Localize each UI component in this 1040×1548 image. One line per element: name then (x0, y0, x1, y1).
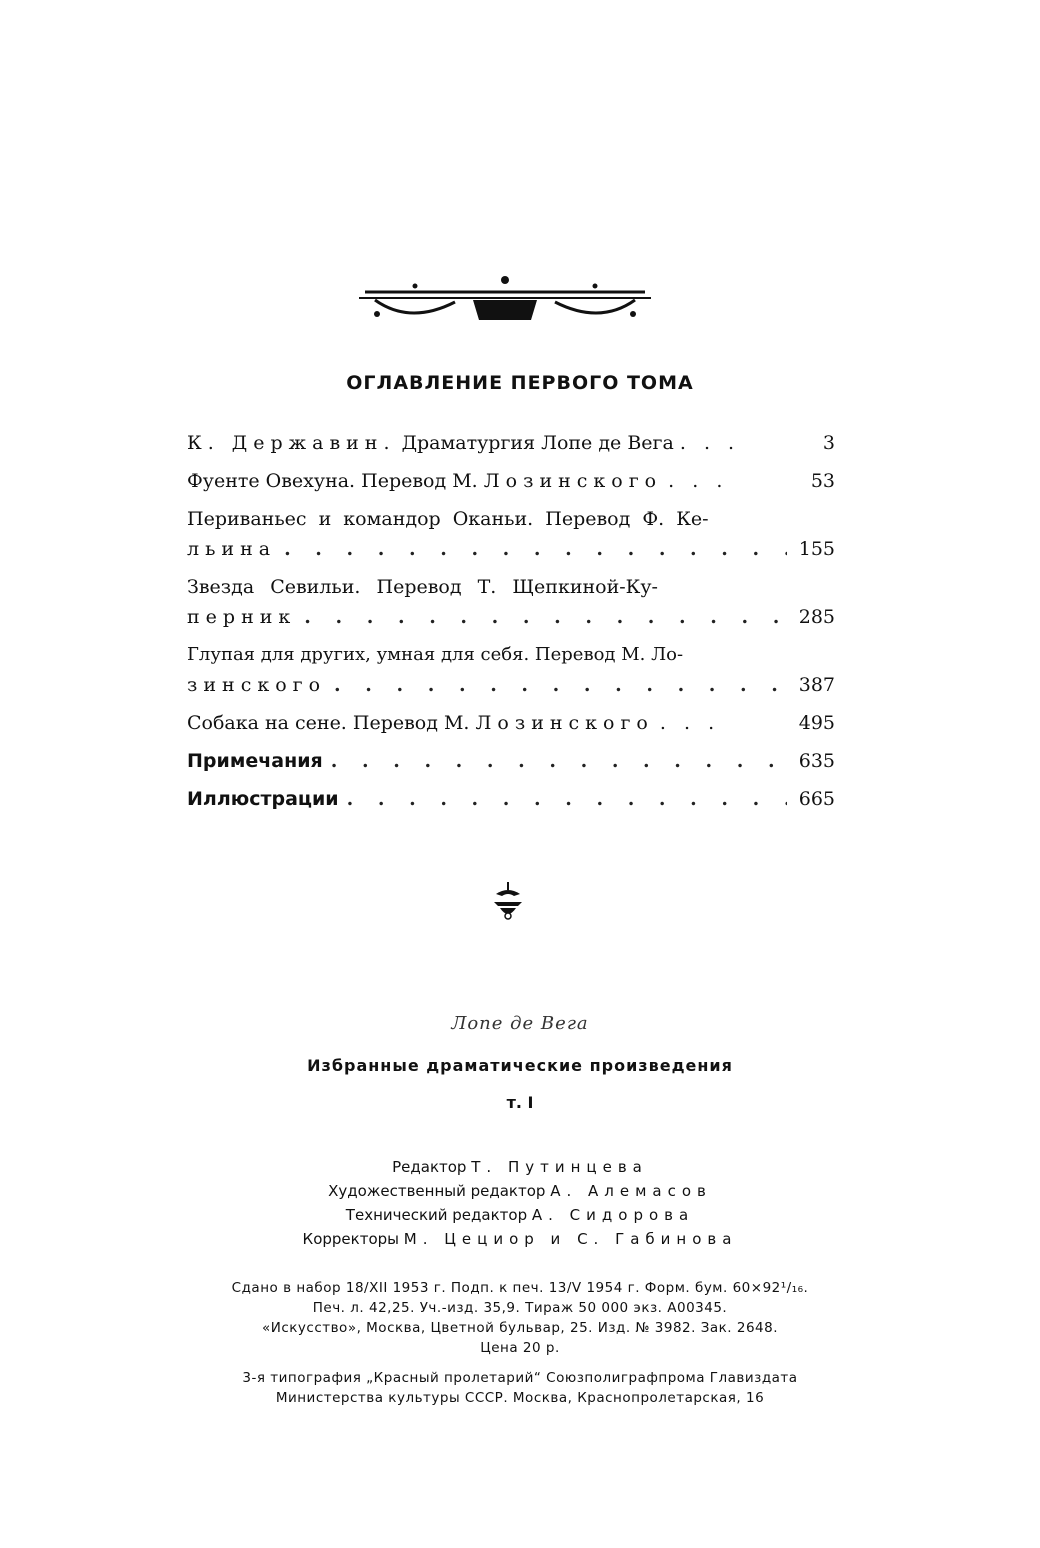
credit-role: Технический редактор (345, 1206, 528, 1224)
credit-line (0, 1182, 1040, 1200)
book-volume: т. I (506, 1093, 534, 1112)
toc-entry (187, 504, 835, 564)
book-title: Избранные драматические произведения (307, 1056, 733, 1075)
imprint-line: Печ. л. 42,25. Уч.-изд. 35,9. Тираж 50 000 экз. А00345. (312, 1300, 728, 1316)
credit-line (0, 1158, 1040, 1176)
imprint-line: «Искусство», Москва, Цветной бульвар, 25. Изд. № 3982. Зак. 2648. (261, 1320, 779, 1336)
toc-entry-title: Собака на сене. Перевод М. (187, 712, 470, 734)
small-ornament-icon (488, 880, 528, 922)
toc-entry-dots: . . . (659, 712, 721, 734)
toc-entry-page: 387 (798, 674, 835, 696)
toc-entry-title: Звезда Севильи. Перевод Т. Щепкиной-Ку- (187, 576, 658, 598)
toc-entry-title: Драматургия Лопе де Вега (401, 432, 674, 454)
credit-line (0, 1206, 1040, 1224)
imprint-price: Цена 20 р. (480, 1340, 560, 1356)
toc-entry-dots: . . . (679, 432, 741, 454)
printer-line: Министерства культуры СССР. Москва, Краснопролетарская, 16 (275, 1390, 765, 1406)
toc-entry-title: Иллюстрации (187, 788, 339, 810)
credit-role: Корректоры (302, 1230, 399, 1248)
credit-name: Т. Путинцева (471, 1158, 648, 1176)
toc-entry-page: 3 (822, 432, 835, 454)
toc-entry (187, 746, 835, 776)
credit-name: А. Алемасов (550, 1182, 712, 1200)
decorative-ornament-icon (355, 270, 655, 330)
toc-entry-dots: . . . (668, 470, 729, 492)
toc-entry-page: 495 (798, 712, 835, 734)
credit-line (0, 1230, 1040, 1248)
toc-leader-dots (276, 534, 787, 564)
toc-entry-page: 285 (798, 606, 835, 628)
credit-name: М. Цециор и С. Габинова (403, 1230, 738, 1248)
toc-entry-title: Фуенте Овехуна. Перевод М. (187, 470, 478, 492)
toc-entry-translator: Лозинского (475, 712, 654, 734)
credit-role: Художественный редактор (328, 1182, 546, 1200)
credit-role: Редактор (392, 1158, 467, 1176)
toc-leader-dots (326, 670, 787, 700)
toc-entry-page: 635 (798, 750, 835, 772)
toc-entry (187, 784, 835, 814)
toc-entry (187, 428, 835, 458)
toc-leader-dots (323, 746, 787, 776)
table-of-contents (187, 428, 835, 822)
toc-heading: ОГЛАВЛЕНИЕ ПЕРВОГО ТОМА (346, 372, 694, 394)
toc-entry-page: 53 (810, 470, 835, 492)
imprint-line: Сдано в набор 18/XII 1953 г. Подп. к печ. 13/V 1954 г. Форм. бум. 60×92¹/₁₆. (231, 1280, 809, 1296)
toc-entry-page: 665 (798, 788, 835, 810)
toc-leader-dots (296, 602, 787, 632)
printer-line: 3-я типография „Красный пролетарий“ Союзполиграфпрома Главиздата (242, 1370, 798, 1386)
credit-name: А. Сидорова (531, 1206, 695, 1224)
toc-entry-translator: Лозинского (483, 470, 663, 492)
toc-entry (187, 572, 835, 632)
toc-entry-title: Примечания (187, 750, 323, 772)
toc-entry-page: 155 (798, 538, 835, 560)
toc-entry-title-cont: перник (187, 606, 297, 628)
toc-entry (187, 640, 835, 700)
toc-entry-author: К. Державин. (187, 432, 396, 454)
toc-entry-title-cont: зинского (187, 674, 327, 696)
toc-entry (187, 466, 835, 496)
book-author: Лопе де Вега (451, 1013, 589, 1034)
toc-entry-title: Глупая для других, умная для себя. Перевод М. Ло- (187, 644, 684, 665)
toc-entry-title: Периваньес и командор Оканьи. Перевод Ф. Ке- (187, 508, 709, 530)
toc-entry (187, 708, 835, 738)
toc-entry-title-cont: льина (187, 538, 277, 560)
toc-leader-dots (339, 784, 787, 814)
